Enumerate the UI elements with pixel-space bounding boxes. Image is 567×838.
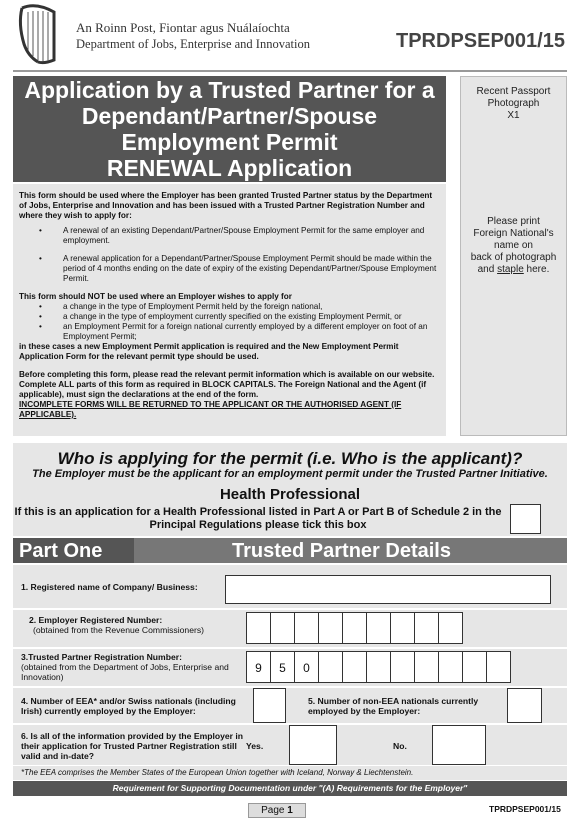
not-use-item: • an Employment Permit for a foreign national currently employed by a different employer on foot of an Employment Permit; — [39, 322, 440, 342]
requirement-bar: Requirement for Supporting Documentation under "(A) Requirements for the Employer" — [13, 781, 567, 796]
registration-number-cell[interactable] — [390, 651, 415, 683]
question-4-5-row — [13, 687, 567, 723]
photo-instruction-3: name on — [494, 240, 533, 251]
question-3-row — [13, 648, 567, 686]
header-divider — [13, 70, 567, 72]
question-6-label: 6. Is all of the information provided by the Employer in their application for Trusted Partner Registration still valid and in-date? — [21, 731, 244, 761]
photo-instruction-4: back of photograph — [470, 252, 557, 263]
not-use-list — [19, 302, 440, 342]
employer-number-cell[interactable] — [414, 612, 439, 644]
registration-number-cell[interactable] — [486, 651, 511, 683]
title-line-4: RENEWAL Application — [106, 155, 353, 181]
question-2-row — [13, 609, 567, 647]
registration-number-cell[interactable] — [342, 651, 367, 683]
photo-instruction-5: and staple here. — [477, 264, 550, 275]
question-3-label: 3.Trusted Partner Registration Number: (obtained from the Department of Jobs, Enterprise and Innovation) — [21, 652, 229, 682]
use-item: • A renewal of an existing Dependant/Partner/Spouse Employment Permit for the same employer and employment. — [39, 226, 440, 246]
photo-line-3: X1 — [507, 110, 520, 121]
registration-number-cell[interactable]: 0 — [294, 651, 319, 683]
part-one-title: Trusted Partner Details — [134, 538, 567, 563]
photo-instruction-1: Please print — [487, 216, 540, 227]
question-1-label: 1. Registered name of Company/ Business: — [21, 582, 198, 592]
applicant-subheading: The Employer must be the applicant for an employment permit under the Trusted Partner Initiative. — [32, 468, 548, 480]
health-professional-checkbox[interactable] — [510, 504, 541, 534]
question-5-label: 5. Number of non-EEA nationals currently employed by the Employer: — [308, 696, 479, 716]
title-line-2: Dependant/Partner/Spouse — [81, 103, 378, 129]
applicant-section — [13, 443, 567, 536]
employer-number-cell[interactable] — [438, 612, 463, 644]
form-code: TPRDPSEP001/15 — [396, 30, 565, 52]
question-1-row — [13, 564, 567, 608]
registration-number-cell[interactable] — [414, 651, 439, 683]
no-checkbox[interactable] — [432, 725, 486, 765]
department-name-irish: An Roinn Post, Fiontar agus Nuálaíochta — [76, 20, 290, 35]
no-label: No. — [393, 741, 407, 751]
photo-line-1: Recent Passport — [476, 86, 551, 97]
health-professional-title: Health Professional — [219, 486, 361, 503]
instructions-intro: This form should be used where the Employer has been granted Trusted Partner status by the Department of Jobs, Enterprise and Innovation and has been issued with a Trusted Partner Registration Number and where they wish to apply for: — [19, 191, 433, 220]
photo-line-2: Photograph — [487, 98, 540, 109]
registration-number-cell[interactable] — [366, 651, 391, 683]
health-professional-text: If this is an application for a Health Professional listed in Part A or Part B of Schedule 2 in the Principal Regulations please tick this box — [14, 506, 502, 531]
registration-number-cell[interactable]: 5 — [270, 651, 295, 683]
company-name-input[interactable] — [225, 575, 551, 604]
employer-number-cell[interactable] — [246, 612, 271, 644]
registration-number-cell[interactable]: 9 — [246, 651, 271, 683]
not-use-item: • a change in the type of employment currently specified on the existing Employment Permit, or — [39, 312, 440, 322]
registration-number-cell[interactable] — [462, 651, 487, 683]
question-4-label: 4. Number of EEA* and/or Swiss nationals (including Irish) currently employed by the Employer: — [21, 696, 236, 716]
employer-number-cell[interactable] — [342, 612, 367, 644]
registration-number-cell[interactable] — [438, 651, 463, 683]
title-line-3: Employment Permit — [121, 129, 338, 155]
before-completing-note: Before completing this form, please read the relevant permit information which is available on our website. Complete ALL parts of this form as required in BLOCK CAPITALS. The Foreign National and the Agent (if applicable), must sign the declarations at the end of the form. — [19, 370, 435, 399]
harp-logo-icon — [14, 4, 60, 66]
use-list — [19, 226, 440, 284]
question-2-label: 2. Employer Registered Number: (obtained from the Revenue Commissioners) — [29, 615, 204, 635]
employer-number-cell[interactable] — [318, 612, 343, 644]
title-line-1: Application by a Trusted Partner for a — [24, 77, 435, 103]
use-item: • A renewal application for a Dependant/Partner/Spouse Employment Permit should be made within the period of 4 months ending on the date of expiry of the existing Dependant/Partner/Spouse Employment Permit. — [39, 254, 440, 284]
passport-photo-box — [460, 76, 567, 436]
form-title — [13, 76, 446, 182]
photo-instruction-2: Foreign National's — [473, 228, 554, 239]
registration-number-cell[interactable] — [318, 651, 343, 683]
new-application-note: in these cases a new Employment Permit application is required and the New Employment Permit Application Form for the relevant permit type should be used. — [19, 342, 399, 361]
part-one-label: Part One — [13, 538, 134, 563]
employer-number-cell[interactable] — [390, 612, 415, 644]
page-number: Page 1 — [248, 803, 306, 818]
yes-label: Yes. — [246, 741, 264, 751]
footer-form-code: TPRDPSEP001/15 — [489, 804, 561, 814]
eea-footnote: *The EEA comprises the Member States of the European Union together with Iceland, Norway & Liechtenstein. — [13, 766, 567, 780]
instructions-box — [13, 184, 446, 436]
eea-nationals-input[interactable] — [253, 688, 286, 723]
employer-number-cell[interactable] — [294, 612, 319, 644]
employer-number-cell[interactable] — [366, 612, 391, 644]
yes-checkbox[interactable] — [289, 725, 337, 765]
department-name-english: Department of Jobs, Enterprise and Innovation — [76, 37, 310, 51]
applicant-heading: Who is applying for the permit (i.e. Who is the applicant)? — [57, 449, 523, 468]
incomplete-forms-warning: INCOMPLETE FORMS WILL BE RETURNED TO THE APPLICANT OR THE AUTHORISED AGENT (IF APPLICABLE). — [19, 400, 402, 419]
not-use-item: • a change in the type of Employment Permit held by the foreign national, — [39, 302, 440, 312]
question-6-row — [13, 724, 567, 765]
employer-number-cell[interactable] — [270, 612, 295, 644]
not-use-heading: This form should NOT be used where an Employer wishes to apply for — [19, 292, 292, 301]
non-eea-nationals-input[interactable] — [507, 688, 542, 723]
